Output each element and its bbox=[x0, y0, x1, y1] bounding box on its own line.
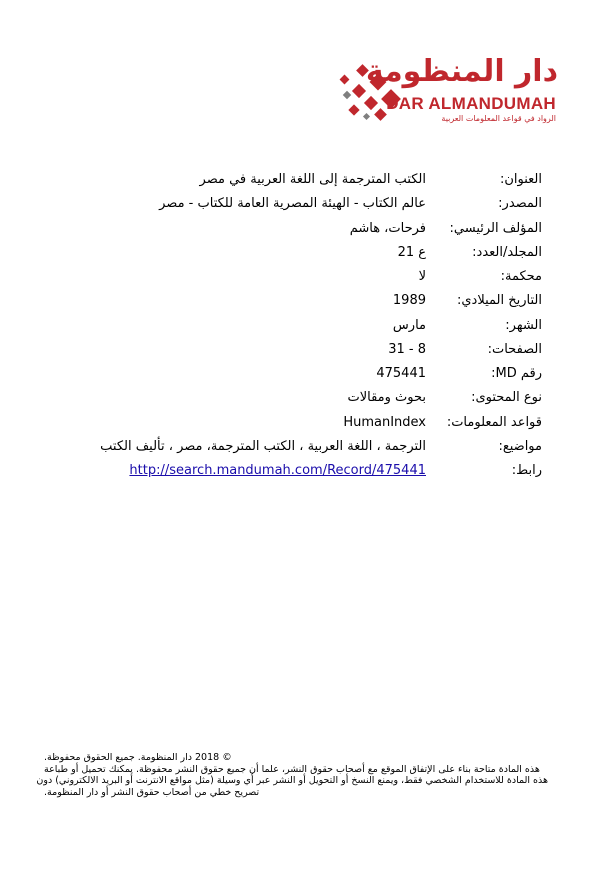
field-value: لا bbox=[418, 269, 426, 284]
field-md-number bbox=[0, 362, 604, 386]
footer-line: هذه المادة متاحة بناء على الإتفاق الموقع مع أصحاب حقوق النشر، علما أن جميع حقوق النشر محفوظة. يمكنك تحميل أو طباعة bbox=[44, 763, 540, 775]
field-label: نوع المحتوى: bbox=[471, 390, 542, 405]
field-link bbox=[0, 459, 604, 483]
field-label: المصدر: bbox=[498, 196, 542, 211]
field-value: مارس bbox=[392, 318, 426, 333]
field-value: عالم الكتاب - الهيئة المصرية العامة للكتاب - مصر bbox=[159, 196, 426, 211]
field-volume-issue bbox=[0, 241, 604, 265]
field-label: قواعد المعلومات: bbox=[446, 415, 542, 430]
logo-english-name: DAR ALMANDUMAH bbox=[386, 94, 556, 113]
field-peer-reviewed bbox=[0, 265, 604, 289]
field-value: 475441 bbox=[376, 366, 426, 381]
field-subjects bbox=[0, 435, 604, 459]
field-label: المؤلف الرئيسي: bbox=[449, 221, 542, 236]
field-month bbox=[0, 314, 604, 338]
field-value: بحوث ومقالات bbox=[347, 390, 426, 405]
field-year bbox=[0, 289, 604, 313]
field-label: رابط: bbox=[511, 463, 542, 478]
logo-tagline: الرواد في قواعد المعلومات العربية bbox=[441, 114, 556, 123]
field-databases bbox=[0, 411, 604, 435]
field-source bbox=[0, 192, 604, 216]
field-label: محكمة: bbox=[500, 269, 542, 284]
field-pages bbox=[0, 338, 604, 362]
field-value: HumanIndex bbox=[343, 415, 426, 430]
field-label: المجلد/العدد: bbox=[472, 245, 542, 260]
field-value: فرحات، هاشم bbox=[349, 221, 426, 236]
field-label: رقم MD: bbox=[491, 366, 542, 381]
field-value: الكتب المترجمة إلى اللغة العربية في مصر bbox=[199, 172, 426, 187]
record-link[interactable]: http://search.mandumah.com/Record/475441 bbox=[129, 463, 426, 478]
copyright-footer bbox=[36, 752, 548, 798]
logo-arabic-name: دار المنظومة bbox=[365, 54, 558, 89]
field-title bbox=[0, 168, 604, 192]
footer-line: تصريح خطي من أصحاب حقوق النشر أو دار المنظومة. bbox=[44, 786, 260, 798]
field-value: الترجمة ، اللغة العربية ، الكتب المترجمة، مصر ، تأليف الكتب bbox=[100, 439, 426, 454]
field-label: الشهر: bbox=[505, 318, 542, 333]
publisher-logo bbox=[336, 56, 562, 128]
field-content-type bbox=[0, 386, 604, 410]
field-label: الصفحات: bbox=[487, 342, 542, 357]
field-label: مواضيع: bbox=[498, 439, 542, 454]
field-label: التاريخ الميلادي: bbox=[457, 293, 542, 308]
field-value: ع 21 bbox=[397, 245, 426, 260]
field-author bbox=[0, 217, 604, 241]
footer-line: هذه المادة للاستخدام الشخصي فقط، ويمنع النسخ أو التحويل أو النشر عبر أي وسيلة (مثل مواقع الانترنت أو البريد الالكتروني) دون bbox=[36, 775, 548, 786]
footer-line: © 2018 دار المنظومة. جميع الحقوق محفوظة. bbox=[44, 752, 232, 763]
field-label: العنوان: bbox=[499, 172, 542, 187]
field-value: 1989 bbox=[392, 293, 426, 308]
field-value: 8 - 31 bbox=[388, 342, 426, 357]
